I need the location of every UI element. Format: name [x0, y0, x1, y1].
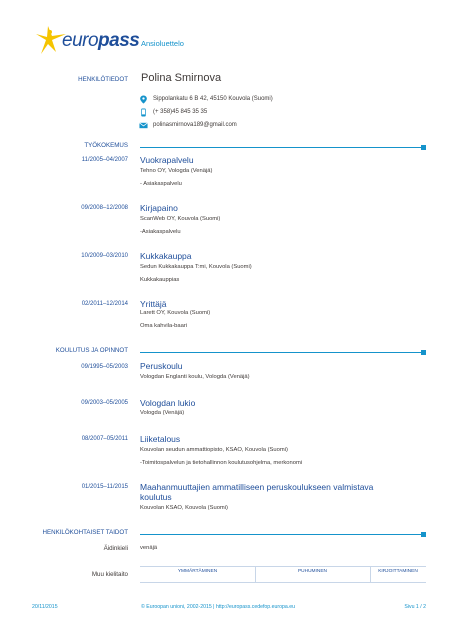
entry-title: Kukkakauppa	[140, 251, 192, 261]
entry-organization: Kouvolan KSAO, Kouvola (Suomi)	[140, 505, 228, 511]
entry-organization: ScanWeb OY, Kouvola (Suomi)	[140, 216, 221, 222]
entry-date: 01/2015–11/2015	[81, 484, 128, 490]
section-divider	[140, 147, 425, 148]
section-label-personal: HENKILÖTIEDOT	[78, 76, 128, 83]
entry-date: 09/2008–12/2008	[81, 205, 128, 211]
language-skills-table	[140, 566, 426, 583]
section-divider-marker	[421, 145, 426, 150]
entry-organization: Vologda (Venäjä)	[140, 410, 185, 416]
entry-title: Maahanmuuttajien ammatilliseen peruskoulukseen valmistava koulutus	[140, 482, 374, 502]
footer-page-number: Sivu 1 / 2	[404, 604, 426, 610]
section-divider-marker	[421, 350, 426, 355]
mother-tongue-label: Äidinkieli	[103, 545, 128, 552]
email-link[interactable]: polinasmirnova189@gmail.com	[153, 122, 237, 128]
entry-title: Vuokrapalvelu	[140, 155, 194, 165]
phone-icon	[139, 108, 148, 117]
entry-organization: Tehno OY, Vologda (Venäjä)	[140, 168, 213, 174]
section-label-experience: TYÖKOKEMUS	[84, 142, 128, 149]
other-languages-label: Muu kielitaito	[91, 571, 128, 578]
column-header-writing: KIRJOITTAMINEN	[378, 569, 418, 574]
entry-organization: Larett OY, Kouvola (Suomi)	[140, 310, 211, 316]
entry-date: 11/2005–04/2007	[81, 157, 128, 163]
entry-detail: - Asiakaspalvelu	[140, 181, 182, 187]
entry-title: Vologdan lukio	[140, 398, 196, 408]
section-divider	[140, 352, 425, 353]
footer-date: 20/11/2015	[32, 604, 58, 610]
entry-date: 09/1995–05/2003	[81, 364, 128, 370]
europass-logo	[32, 24, 140, 58]
europass-wordmark: europass	[62, 30, 140, 51]
document-title: Ansioluettelo	[141, 39, 184, 48]
column-header-speaking: PUHUMINEN	[297, 569, 328, 574]
address-text: Sippolankatu 6 B 42, 45150 Kouvola (Suomi)	[153, 96, 273, 102]
entry-detail: Oma kahvila-baari	[140, 323, 188, 329]
entry-detail: -Toimitospalvelun ja tietohallinnon koulutusohjelma, merkonomi	[140, 460, 303, 466]
entry-organization: Sedun Kukkakauppa T:mi, Kouvola (Suomi)	[140, 264, 252, 270]
entry-title: Kirjapaino	[140, 203, 178, 213]
section-label-skills: HENKILÖKOHTAISET TAIDOT	[42, 529, 128, 536]
entry-title: Yrittäjä	[140, 299, 167, 309]
section-divider	[140, 534, 425, 535]
person-name: Polina Smirnova	[141, 72, 222, 84]
section-divider-marker	[421, 532, 426, 537]
entry-organization: Vologdan Englanti koulu, Vologda (Venäjä)	[140, 374, 250, 380]
phone-text: (+ 358)45 845 35 35	[153, 109, 208, 115]
entry-organization: Kouvolan seudun ammattiopisto, KSAO, Kouvola (Suomi)	[140, 447, 288, 453]
mother-tongue-value: venäjä	[140, 545, 158, 551]
entry-title: Peruskoulu	[140, 361, 183, 371]
entry-date: 08/2007–05/2011	[81, 436, 128, 442]
entry-title: Liiketalous	[140, 434, 181, 444]
entry-date: 10/2009–03/2010	[81, 253, 128, 259]
email-icon	[139, 121, 148, 130]
footer-copyright-link[interactable]: © Euroopan unioni, 2002-2015 | http://europass.cedefop.europa.eu	[141, 604, 295, 610]
entry-date: 02/2011–12/2014	[81, 301, 128, 307]
entry-date: 09/2003–05/2005	[81, 400, 128, 406]
entry-detail: Kukkakauppias	[140, 277, 180, 283]
location-icon	[139, 95, 148, 104]
section-label-education: KOULUTUS JA OPINNOT	[55, 347, 128, 354]
column-header-understanding: YMMÄRTÄMINEN	[177, 569, 218, 574]
entry-detail: -Asiakaspalvelu	[140, 229, 181, 235]
